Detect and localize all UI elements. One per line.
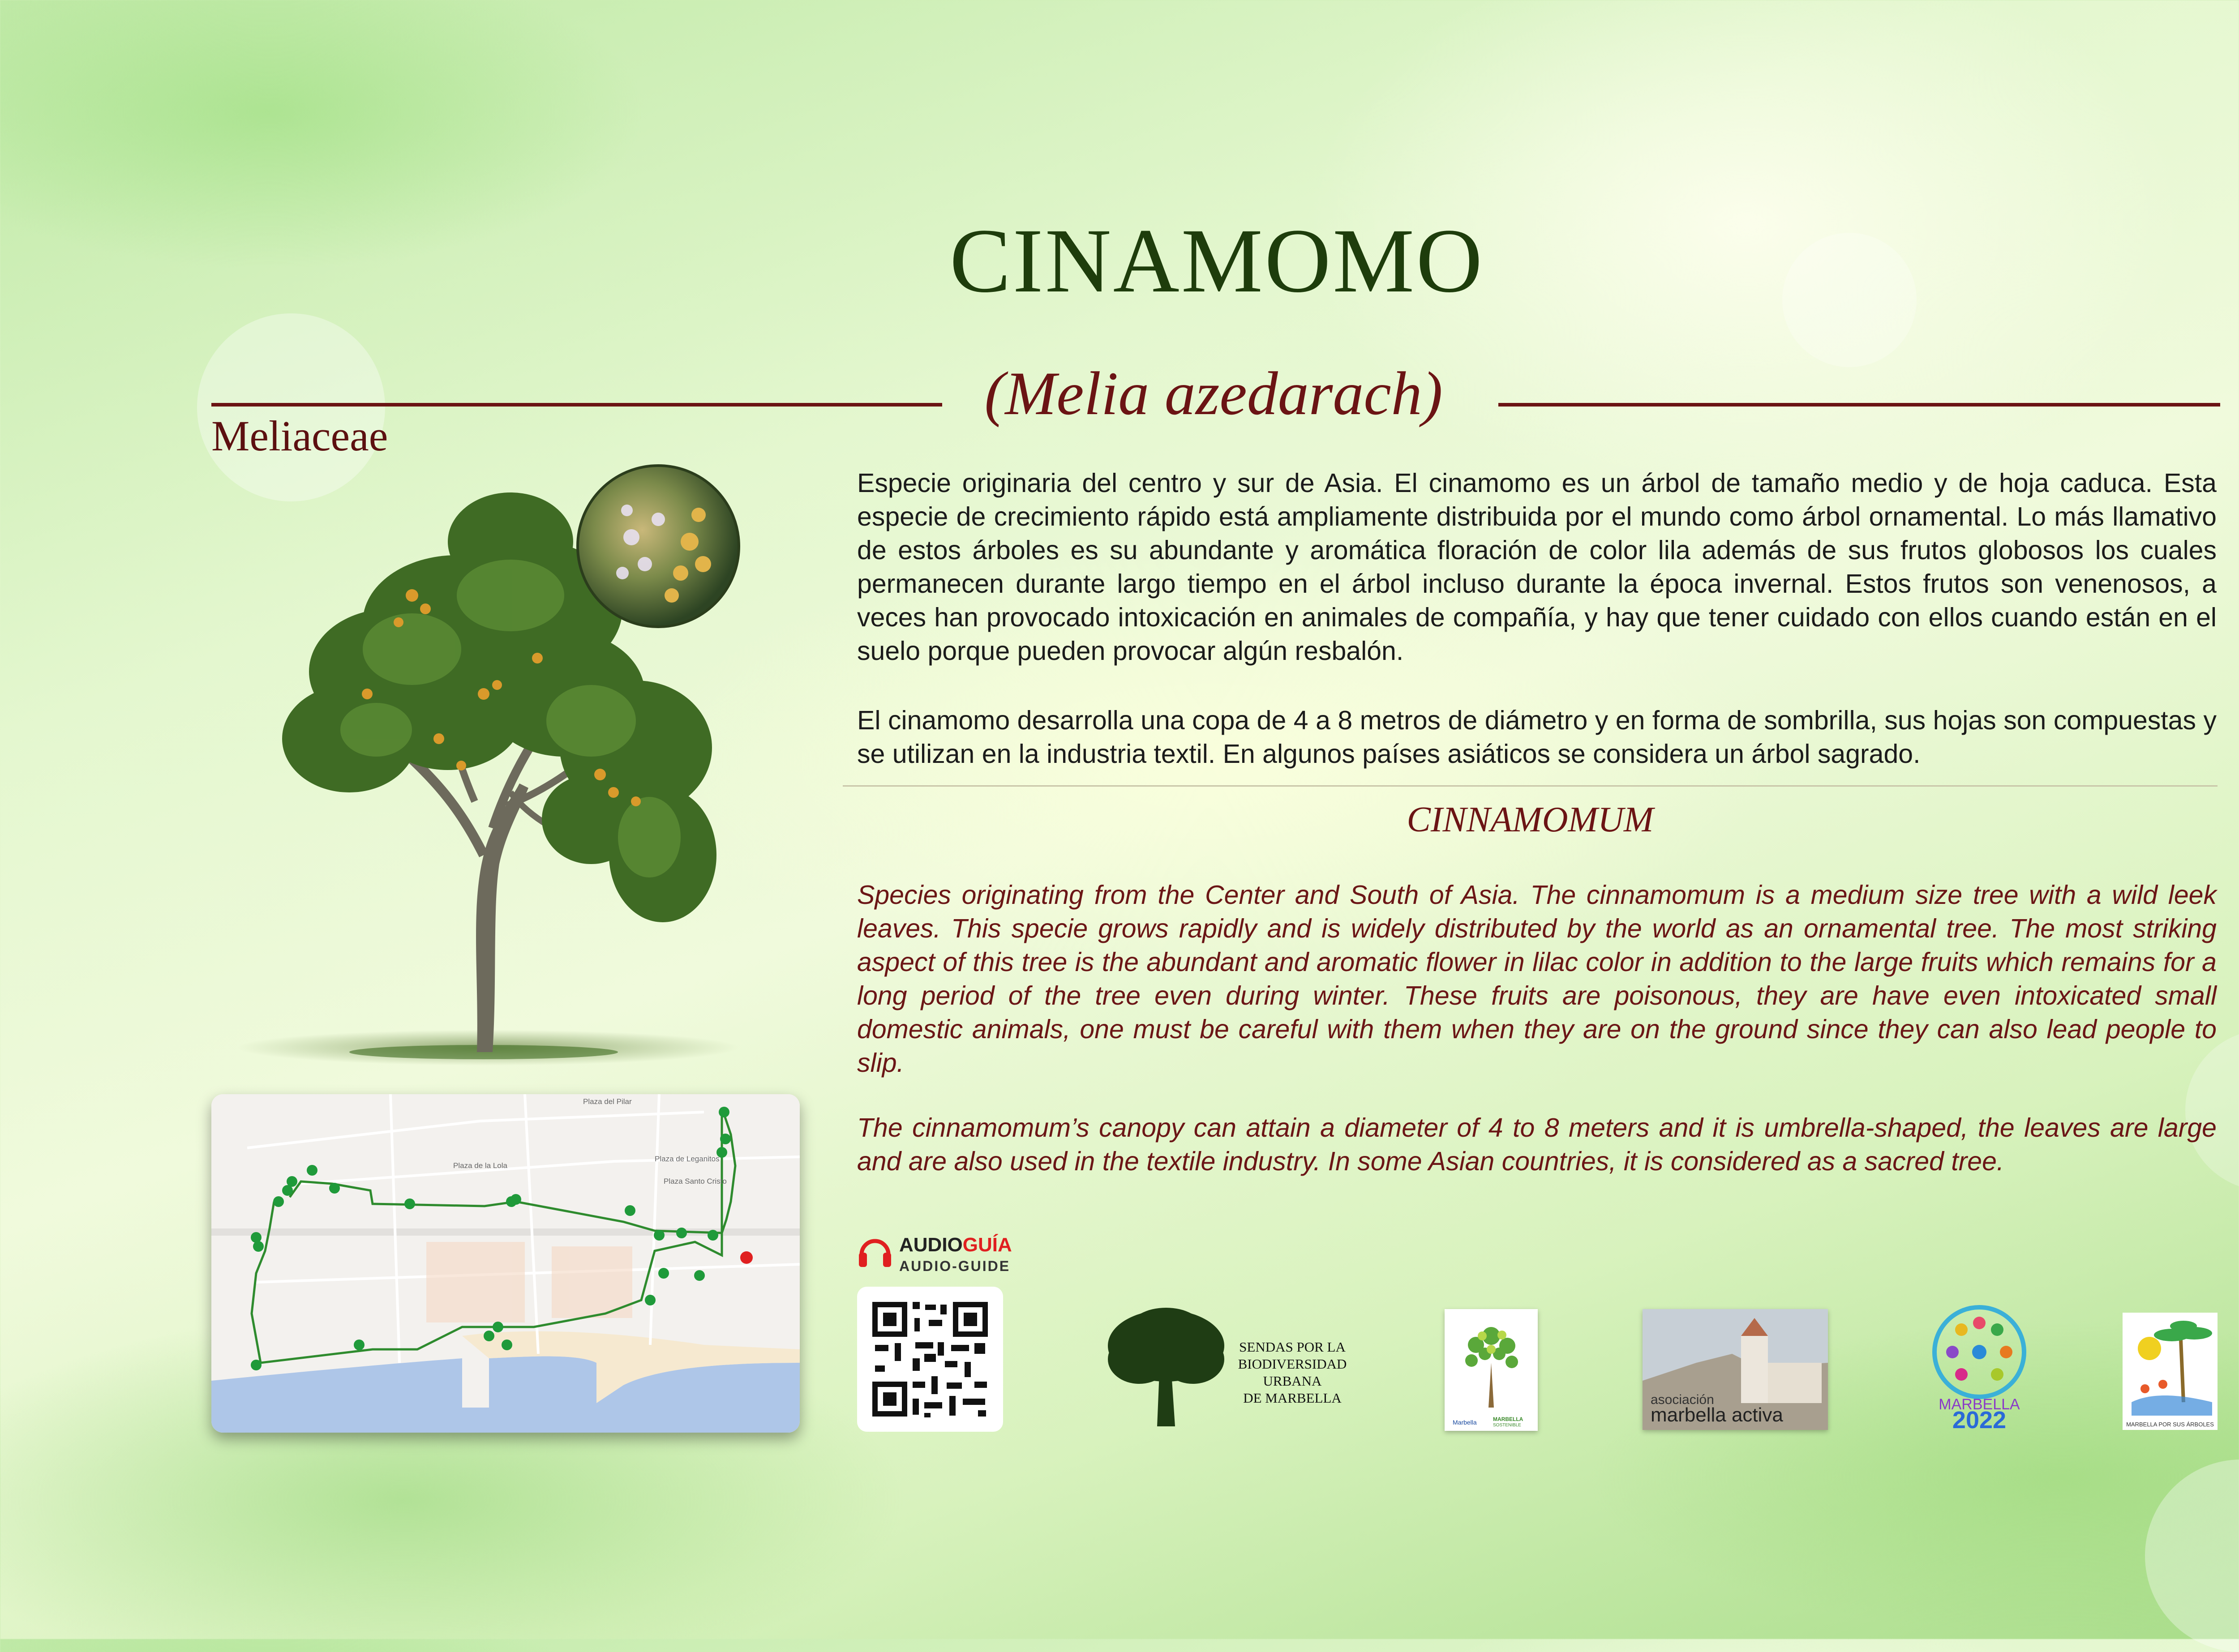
description-spanish-2: El cinamomo desarrolla una copa de 4 a 8 metros de diámetro y en forma de sombrilla, sus hojas son compuestas y se utilizan en la industria textil. En algunos países asiáticos se considera un árbol sagrado. bbox=[857, 706, 2217, 769]
audio-label-part2: GUÍA bbox=[962, 1234, 1012, 1256]
palm-trees-icon bbox=[2123, 1313, 2218, 1430]
logo-text: Marbella bbox=[1453, 1419, 1477, 1426]
audio-sublabel: AUDIO-GUIDE bbox=[899, 1258, 1011, 1274]
route-map[interactable] bbox=[211, 1094, 800, 1433]
audio-label-part1: AUDIO bbox=[899, 1234, 963, 1256]
description-spanish-1: Especie originaria del centro y sur de Asia. El cinamomo es un árbol de tamaño medio y de hoja caduca. Esta especie de crecimiento rápido está ampliamente distribuida por el mundo como árbol ornamental. Lo más llamativo de estos árboles es su abundante y aromática floración de color lila además de sus frutos globosos los cuales permanecen durante largo tiempo en el árbol incluso durante la época invernal. Estos frutos son venenosos, a veces han provocado intoxicación en animales de compañía, y hay que tener cuidado con ellos cuando están en el suelo porque pueden provocar algún resbalón. bbox=[857, 468, 2217, 666]
logo-text: marbella activa bbox=[1651, 1404, 1783, 1426]
map-label: Plaza Santo Cristo bbox=[664, 1177, 727, 1186]
logo-text: MARBELLA POR SUS ÁRBOLES bbox=[2126, 1421, 2214, 1428]
scientific-name: (Melia azedarach) bbox=[984, 359, 1443, 428]
section-divider bbox=[843, 785, 2218, 787]
sendas-logo-text bbox=[1225, 1339, 1360, 1407]
map-label: Plaza de Leganitos bbox=[655, 1155, 720, 1163]
asociacion-marbella-activa-logo bbox=[1643, 1309, 1828, 1430]
marbella-sostenible-logo bbox=[1445, 1309, 1538, 1431]
title-rule-left bbox=[211, 403, 942, 407]
globe-people-icon bbox=[1926, 1303, 2033, 1433]
sendas-line: URBANA bbox=[1263, 1373, 1322, 1389]
map-label: Plaza del Pilar bbox=[583, 1097, 632, 1106]
route-map-graphic bbox=[211, 1094, 800, 1433]
tree-logo-icon bbox=[1445, 1309, 1538, 1431]
sendas-line: DE MARBELLA bbox=[1243, 1390, 1342, 1406]
description-english-1: Species originating from the Center and South of Asia. The cinnamomum is a medium size tree with a wild leek leaves. This specie grows rapidly and is widely distributed by the world as an ornamental tree. The most striking aspect of this tree is the abundant and aromatic flower in lilac color in addition to the large fruits which remains for a long period of the tree even during winter. These fruits are poisonous, they are have even intoxicated small domestic animals, one must be careful with them when they are on the ground since they can also lead people to slip. bbox=[857, 880, 2217, 1078]
page-title: CINAMOMO bbox=[949, 210, 1484, 312]
logo-text: MARBELLA bbox=[1939, 1396, 2020, 1413]
qr-code[interactable] bbox=[857, 1287, 1003, 1432]
map-label: Plaza de la Lola bbox=[453, 1161, 507, 1170]
logo-text: MARBELLA bbox=[1493, 1416, 1523, 1422]
marbella-por-sus-arboles-logo bbox=[2123, 1313, 2218, 1430]
description-english-2: The cinnamomum’s canopy can attain a diameter of 4 to 8 meters and it is umbrella-shaped, the leaves are large and are also used in the textile industry. In some Asian countries, it is considered as a sacred tree. bbox=[857, 1113, 2217, 1176]
english-title: CINNAMOMUM bbox=[1407, 800, 1654, 839]
qr-code-icon bbox=[857, 1287, 1003, 1432]
marbella-2022-logo bbox=[1926, 1303, 2033, 1433]
sendas-tree-logo bbox=[1103, 1305, 1229, 1431]
logo-text: 2022 bbox=[1952, 1407, 2007, 1433]
sendas-line: SENDAS POR LA bbox=[1239, 1339, 1346, 1355]
sendas-line: BIODIVERSIDAD bbox=[1238, 1356, 1347, 1372]
bokeh-light bbox=[2145, 1459, 2239, 1652]
logo-text: SOSTENIBLE bbox=[1493, 1423, 1521, 1428]
headphones-icon bbox=[857, 1234, 893, 1270]
logo-text: asociación bbox=[1651, 1392, 1714, 1407]
family-name: Meliaceae bbox=[211, 412, 388, 460]
tree-illustration bbox=[197, 461, 806, 1074]
title-rule-right bbox=[1498, 403, 2220, 407]
